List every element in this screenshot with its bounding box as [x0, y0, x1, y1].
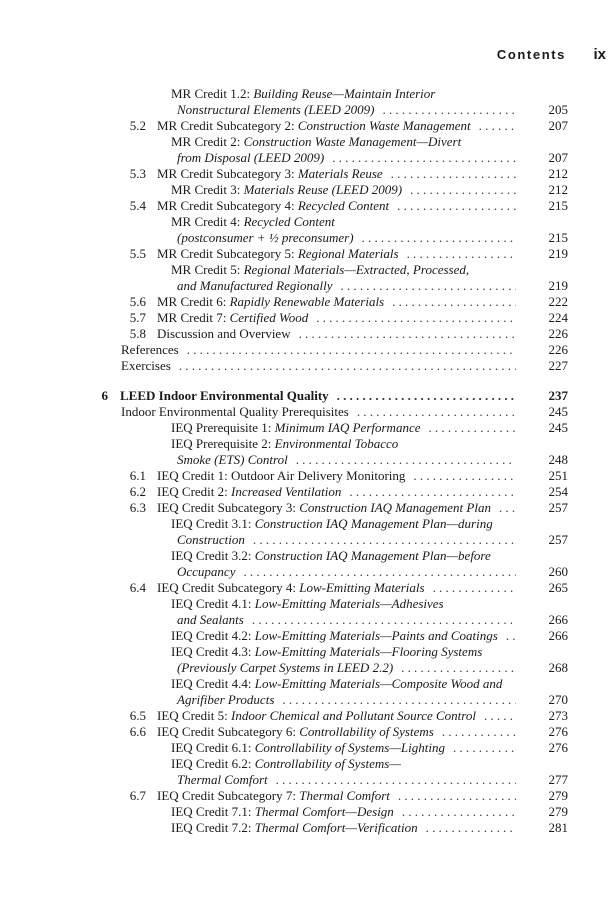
toc-entry-row[interactable] [0, 404, 614, 420]
toc-entry-title [171, 596, 444, 612]
toc-entry-label: MR Credit 7: [157, 310, 230, 325]
toc-entry-label: MR Credit Subcategory 3: [157, 166, 298, 181]
toc-entry-label: MR Credit 1.2: [171, 86, 254, 101]
toc-entry-title [171, 644, 482, 660]
toc-entry-label: IEQ Credit Subcategory 3: [157, 500, 300, 515]
toc-entry-label: Indoor Environmental Quality Prerequisites [121, 404, 349, 419]
toc-entry-italic-title: Construction IAQ Management Plan [299, 500, 491, 515]
toc-entry-title [177, 230, 354, 246]
toc-page-number: 266 [548, 628, 568, 643]
toc-section-number: 5.4 [129, 198, 146, 213]
toc-entry-row[interactable] [0, 342, 614, 358]
toc-section-number: 5.7 [129, 310, 146, 325]
toc-page-number: 205 [548, 102, 568, 117]
toc-entry-title [177, 452, 288, 468]
toc-entry-row[interactable] [0, 310, 614, 326]
toc-entry-label: IEQ Credit 7.1: [171, 804, 255, 819]
dot-leader [349, 484, 516, 500]
toc-entry-italic-title: Low-Emitting Materials—Adhesives [254, 596, 444, 611]
toc-entry-row[interactable] [0, 230, 614, 246]
toc-entry-title [171, 820, 418, 836]
table-of-contents [0, 86, 614, 836]
toc-entry-label: IEQ Credit 3.2: [171, 548, 255, 563]
running-header [0, 47, 614, 67]
toc-entry-title [171, 214, 335, 230]
toc-entry-italic-title: Controllability of Systems— [254, 756, 401, 771]
section-gap [0, 374, 614, 388]
toc-entry-row[interactable] [0, 772, 614, 788]
dot-leader [428, 420, 516, 436]
toc-entry-row[interactable] [0, 788, 614, 804]
toc-entry-label: IEQ Credit Subcategory 4: [157, 580, 300, 595]
toc-entry-label: MR Credit Subcategory 4: [157, 198, 298, 213]
toc-entry-title [177, 564, 235, 580]
dot-leader [337, 388, 516, 404]
toc-entry-row[interactable] [0, 150, 614, 166]
toc-entry-label: IEQ Credit 1: Outdoor Air Delivery Monitoring [157, 468, 406, 483]
toc-entry-title [177, 692, 274, 708]
toc-entry-row[interactable] [0, 708, 614, 724]
dot-leader [499, 500, 516, 516]
toc-entry-row[interactable] [0, 214, 614, 230]
toc-entry-title [157, 468, 405, 484]
toc-entry-label: LEED Indoor Environmental Quality [120, 388, 329, 403]
toc-entry-row[interactable] [0, 692, 614, 708]
dot-leader [410, 182, 516, 198]
toc-entry-italic-title: Low-Emitting Materials—Composite Wood and [254, 676, 503, 691]
toc-entry-italic-title: Increased Ventilation [231, 484, 342, 499]
toc-page-number: 257 [548, 500, 568, 515]
toc-entry-title [157, 326, 291, 342]
dot-leader [299, 326, 516, 342]
toc-entry-italic-title: Construction Waste Management [297, 118, 471, 133]
toc-entry-title [171, 676, 502, 692]
toc-entry-italic-title: Agrifiber Products [177, 692, 275, 707]
toc-entry-label: IEQ Credit 6.2: [171, 756, 255, 771]
dot-leader [316, 310, 516, 326]
toc-section-number: 6.5 [129, 708, 146, 723]
toc-entry-row[interactable] [0, 294, 614, 310]
toc-section-number: 6.7 [129, 788, 146, 803]
toc-entry-italic-title: Recycled Content [297, 198, 390, 213]
toc-entry-label: IEQ Credit 6.1: [171, 740, 255, 755]
toc-entry-row[interactable] [0, 326, 614, 342]
dot-leader [413, 468, 516, 484]
toc-entry-label: MR Credit 6: [157, 294, 230, 309]
toc-section-number: 5.3 [129, 166, 146, 181]
toc-entry-title [157, 788, 390, 804]
toc-entry-title [177, 532, 245, 548]
toc-section-number: 5.2 [129, 118, 146, 133]
dot-leader [479, 118, 516, 134]
toc-entry-row[interactable] [0, 724, 614, 740]
dot-leader [442, 724, 516, 740]
toc-entry-italic-title: Thermal Comfort [177, 772, 268, 787]
dot-leader [187, 342, 516, 358]
dot-leader [392, 294, 516, 310]
toc-page-number: 212 [548, 182, 568, 197]
toc-page-number: 207 [548, 150, 568, 165]
toc-entry-title [157, 118, 471, 134]
toc-entry-title [171, 628, 498, 644]
toc-page-number: 257 [548, 532, 568, 547]
toc-entry-label: IEQ Credit Subcategory 7: [157, 788, 300, 803]
toc-page-number: 227 [548, 358, 568, 373]
toc-entry-italic-title: Rapidly Renewable Materials [229, 294, 385, 309]
toc-page-number: 276 [548, 740, 568, 755]
toc-page-number: 237 [548, 388, 568, 403]
dot-leader [243, 564, 516, 580]
toc-entry-italic-title: Certified Wood [229, 310, 309, 325]
toc-entry-title [171, 436, 398, 452]
toc-entry-title [177, 102, 375, 118]
toc-entry-row[interactable] [0, 134, 614, 150]
toc-page-number: 281 [548, 820, 568, 835]
toc-page-number: 270 [548, 692, 568, 707]
dot-leader [252, 612, 516, 628]
toc-entry-italic-title: (postconsumer + ½ preconsumer) [177, 230, 354, 245]
toc-entry-row[interactable] [0, 198, 614, 214]
toc-entry-title [120, 388, 329, 404]
toc-entry-italic-title: Building Reuse—Maintain Interior [253, 86, 436, 101]
toc-entry-title [121, 404, 349, 420]
dot-leader [253, 532, 516, 548]
toc-page-number: 222 [548, 294, 568, 309]
dot-leader [383, 102, 516, 118]
toc-page-number: 273 [548, 708, 568, 723]
toc-entry-italic-title: Low-Emitting Materials—Paints and Coatings [254, 628, 498, 643]
dot-leader [484, 708, 516, 724]
toc-entry-label: MR Credit 4: [171, 214, 244, 229]
toc-entry-row[interactable] [0, 500, 614, 516]
page-number: ix [593, 46, 606, 63]
toc-entry-label: MR Credit 3: [171, 182, 244, 197]
toc-entry-title [171, 756, 401, 772]
toc-entry-title [171, 516, 493, 532]
dot-leader [332, 150, 516, 166]
toc-entry-italic-title: Construction Waste Management—Divert [243, 134, 462, 149]
toc-entry-title [157, 246, 399, 262]
dot-leader [296, 452, 516, 468]
toc-entry-title [177, 660, 393, 676]
toc-page-number: 226 [548, 342, 568, 357]
toc-entry-row[interactable] [0, 166, 614, 182]
toc-page-number: 219 [548, 278, 568, 293]
toc-entry-row[interactable] [0, 596, 614, 612]
dot-leader [357, 404, 516, 420]
toc-entry-italic-title: Recycled Content [243, 214, 335, 229]
dot-leader [426, 820, 516, 836]
toc-page-number: 279 [548, 788, 568, 803]
toc-entry-row[interactable] [0, 644, 614, 660]
toc-page-number: 212 [548, 166, 568, 181]
toc-entry-italic-title: Thermal Comfort—Verification [254, 820, 418, 835]
toc-entry-row[interactable] [0, 436, 614, 452]
toc-entry-italic-title: Indoor Chemical and Pollutant Source Control [231, 708, 476, 723]
toc-entry-title [177, 772, 268, 788]
toc-entry-italic-title: Environmental Tobacco [274, 436, 399, 451]
toc-entry-title [157, 310, 308, 326]
toc-entry-title [157, 708, 476, 724]
toc-entry-italic-title: Minimum IAQ Performance [274, 420, 421, 435]
dot-leader [391, 166, 516, 182]
toc-entry-title [157, 500, 491, 516]
toc-entry-row[interactable] [0, 86, 614, 102]
dot-leader [407, 246, 516, 262]
toc-entry-label: IEQ Prerequisite 1: [171, 420, 275, 435]
toc-section-number: 5.6 [129, 294, 146, 309]
toc-entry-label: IEQ Credit 5: [157, 708, 232, 723]
toc-page-number: 224 [548, 310, 568, 325]
running-header-title: Contents [496, 47, 566, 62]
dot-leader [433, 580, 516, 596]
toc-entry-row[interactable] [0, 516, 614, 532]
toc-entry-row[interactable] [0, 118, 614, 134]
toc-entry-title [121, 342, 179, 358]
toc-entry-italic-title: Regional Materials—Extracted, Processed, [243, 262, 470, 277]
toc-entry-row[interactable] [0, 612, 614, 628]
toc-entry-italic-title: Regional Materials [297, 246, 399, 261]
toc-entry-row[interactable] [0, 278, 614, 294]
toc-entry-label: IEQ Credit Subcategory 6: [157, 724, 300, 739]
toc-entry-label: IEQ Credit 7.2: [171, 820, 255, 835]
toc-entry-title [171, 86, 435, 102]
toc-entry-title [157, 724, 434, 740]
toc-entry-label: MR Credit 2: [171, 134, 244, 149]
toc-page-number: 245 [548, 404, 568, 419]
toc-entry-label: IEQ Credit 4.4: [171, 676, 255, 691]
toc-entry-italic-title: Thermal Comfort [299, 788, 390, 803]
toc-entry-italic-title: Thermal Comfort—Design [254, 804, 394, 819]
toc-entry-label: IEQ Credit 3.1: [171, 516, 255, 531]
toc-entry-italic-title: Smoke (ETS) Control [177, 452, 288, 467]
toc-entry-row[interactable] [0, 740, 614, 756]
toc-entry-row[interactable] [0, 452, 614, 468]
toc-entry-italic-title: Occupancy [177, 564, 236, 579]
toc-entry-italic-title: Materials Reuse [297, 166, 383, 181]
toc-entry-label: MR Credit Subcategory 2: [157, 118, 298, 133]
toc-entry-row[interactable] [0, 820, 614, 836]
toc-entry-italic-title: Construction [177, 532, 245, 547]
toc-section-number: 6.2 [129, 484, 146, 499]
toc-section-number: 6.6 [129, 724, 146, 739]
toc-entry-label: IEQ Credit 4.3: [171, 644, 255, 659]
dot-leader [362, 230, 516, 246]
toc-entry-row[interactable] [0, 580, 614, 596]
dot-leader [397, 198, 516, 214]
toc-entry-label: IEQ Credit 2: [157, 484, 232, 499]
toc-section-number: 6 [101, 388, 108, 403]
dot-leader [276, 772, 516, 788]
toc-chapter-row[interactable] [0, 388, 614, 404]
dot-leader [402, 804, 516, 820]
toc-entry-title [171, 182, 402, 198]
toc-page-number: 279 [548, 804, 568, 819]
toc-entry-title [171, 740, 445, 756]
dot-leader [282, 692, 516, 708]
toc-section-number: 6.1 [129, 468, 146, 483]
toc-entry-title [171, 804, 394, 820]
toc-entry-label: IEQ Credit 4.2: [171, 628, 255, 643]
toc-entry-row[interactable] [0, 804, 614, 820]
toc-entry-row[interactable] [0, 358, 614, 374]
toc-entry-title [157, 294, 384, 310]
toc-entry-title [171, 548, 491, 564]
toc-entry-italic-title: and Manufactured Regionally [177, 278, 333, 293]
toc-entry-row[interactable] [0, 102, 614, 118]
toc-entry-label: MR Credit Subcategory 5: [157, 246, 298, 261]
toc-entry-label: Exercises [121, 358, 171, 373]
toc-entry-title [157, 484, 341, 500]
toc-entry-italic-title: Materials Reuse (LEED 2009) [243, 182, 403, 197]
toc-entry-title [171, 134, 461, 150]
dot-leader [453, 740, 516, 756]
toc-entry-title [177, 150, 324, 166]
toc-page-number: 245 [548, 420, 568, 435]
toc-page-number: 251 [548, 468, 568, 483]
toc-entry-label: MR Credit 5: [171, 262, 244, 277]
toc-page-number: 215 [548, 198, 568, 213]
toc-entry-row[interactable] [0, 420, 614, 436]
toc-entry-title [177, 278, 333, 294]
toc-entry-title [177, 612, 244, 628]
toc-entry-row[interactable] [0, 246, 614, 262]
toc-entry-row[interactable] [0, 484, 614, 500]
toc-entry-label: Discussion and Overview [157, 326, 291, 341]
toc-entry-row[interactable] [0, 468, 614, 484]
toc-entry-title [121, 358, 171, 374]
toc-entry-label: IEQ Prerequisite 2: [171, 436, 275, 451]
toc-page-number: 248 [548, 452, 568, 467]
toc-entry-row[interactable] [0, 262, 614, 278]
toc-entry-italic-title: Controllability of Systems—Lighting [254, 740, 445, 755]
toc-entry-italic-title: and Sealants [177, 612, 244, 627]
toc-entry-italic-title: from Disposal (LEED 2009) [177, 150, 325, 165]
toc-page-number: 226 [548, 326, 568, 341]
dot-leader [341, 278, 517, 294]
toc-entry-title [171, 262, 469, 278]
toc-entry-row[interactable] [0, 676, 614, 692]
toc-entry-row[interactable] [0, 756, 614, 772]
dot-leader [398, 788, 516, 804]
toc-entry-italic-title: (Previously Carpet Systems in LEED 2.2) [177, 660, 394, 675]
toc-page-number: 219 [548, 246, 568, 261]
toc-entry-italic-title: Construction IAQ Management Plan—before [254, 548, 491, 563]
toc-entry-row[interactable] [0, 182, 614, 198]
toc-page-number: 215 [548, 230, 568, 245]
toc-entry-row[interactable] [0, 564, 614, 580]
toc-entry-row[interactable] [0, 548, 614, 564]
toc-entry-title [157, 198, 389, 214]
toc-section-number: 6.3 [129, 500, 146, 515]
toc-page-number: 207 [548, 118, 568, 133]
toc-entry-title [157, 580, 425, 596]
toc-entry-label: IEQ Credit 4.1: [171, 596, 255, 611]
toc-entry-italic-title: Construction IAQ Management Plan—during [254, 516, 493, 531]
toc-entry-label: References [121, 342, 179, 357]
toc-page-number: 266 [548, 612, 568, 627]
toc-page-number: 268 [548, 660, 568, 675]
dot-leader [179, 358, 516, 374]
toc-entry-italic-title: Low-Emitting Materials—Flooring Systems [254, 644, 483, 659]
toc-entry-title [171, 420, 420, 436]
toc-entry-row[interactable] [0, 660, 614, 676]
toc-page-number: 277 [548, 772, 568, 787]
toc-page-number: 276 [548, 724, 568, 739]
toc-entry-row[interactable] [0, 628, 614, 644]
toc-entry-italic-title: Nonstructural Elements (LEED 2009) [177, 102, 375, 117]
toc-section-number: 5.8 [129, 326, 146, 341]
toc-entry-italic-title: Low-Emitting Materials [299, 580, 425, 595]
toc-section-number: 6.4 [129, 580, 146, 595]
dot-leader [506, 628, 516, 644]
dot-leader [401, 660, 516, 676]
toc-page-number: 254 [548, 484, 568, 499]
toc-page-number: 260 [548, 564, 568, 579]
toc-entry-title [157, 166, 383, 182]
toc-section-number: 5.5 [129, 246, 146, 261]
toc-page-number: 265 [548, 580, 568, 595]
toc-entry-row[interactable] [0, 532, 614, 548]
toc-entry-italic-title: Controllability of Systems [299, 724, 434, 739]
